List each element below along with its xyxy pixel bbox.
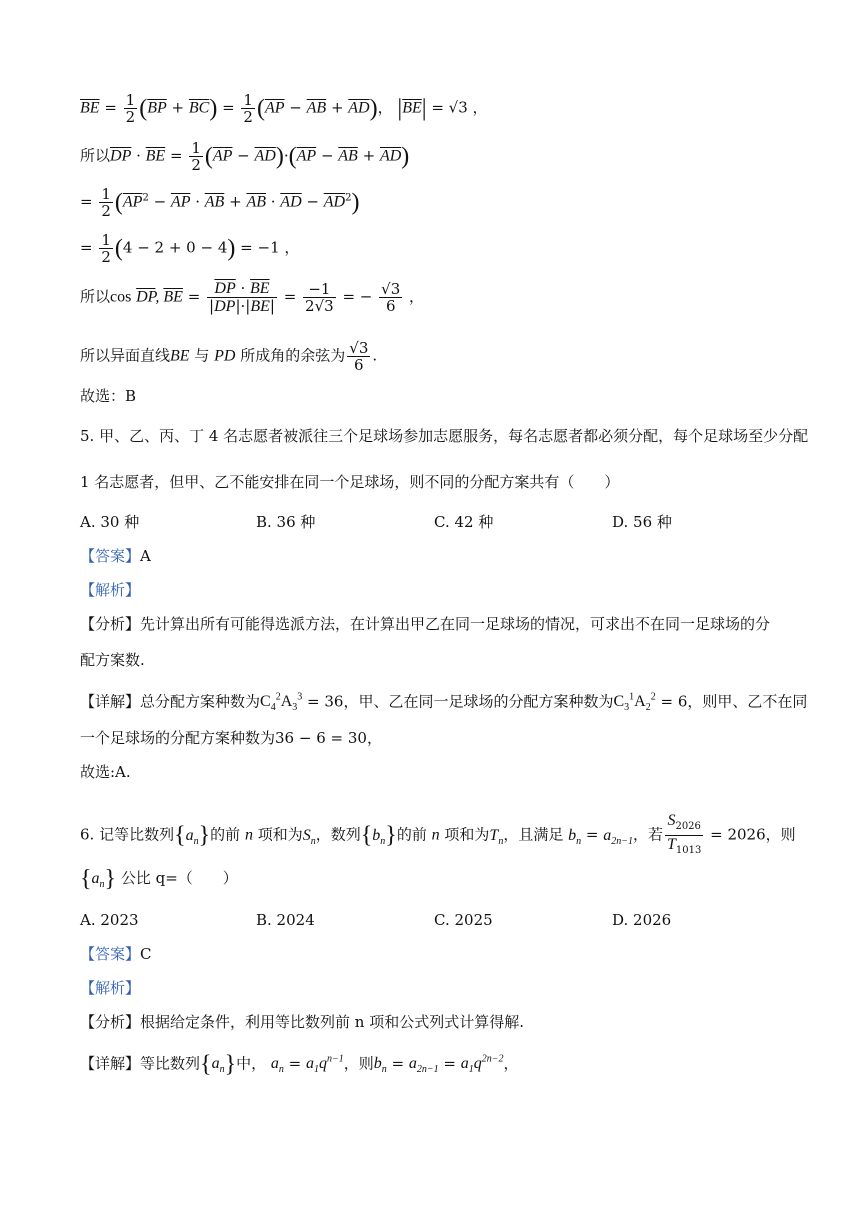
q6-answer: 【答案】C: [80, 945, 152, 963]
q5-fenxi-line1: 【分析】先计算出所有可能得选派方法，在计算出甲乙在同一足球场的情况，可求出不在同一足球场的分: [80, 615, 771, 633]
dot-product-step1: 所以$\overline{DP} \cdot \overline{BE}$ = $\frac{1}{2}$ $(\overline{AP} - \overline{AD})\cdot(\overline{AP} - \overline{AB} + \overline{AD})$: [80, 139, 410, 174]
q6-detail: 【详解】等比数列$\{a_n\}$中， $a_n = a_1q^{n-1}$，则$b_n = a_{2n-1} = a_1q^{2n-2}$，: [80, 1051, 519, 1078]
q6-analysis-tag: 【解析】: [80, 979, 141, 997]
q6-option-b: B. 2024: [256, 911, 315, 929]
q6-fenxi: 【分析】根据给定条件，利用等比数列前 n 项和公式列式计算得解.: [80, 1013, 524, 1031]
q5-option-b: B. 36 种: [256, 513, 316, 531]
q5-option-a: A. 30 种: [80, 513, 140, 531]
q5-final: 故选:A.: [80, 763, 131, 781]
answer-line-q4: 故选：B: [80, 387, 137, 405]
dot-product-step2: = $\frac{1}{2}$ $(\overline{AP}^2 - \overline{AP} \cdot \overline{AB} + \overline{AB} \cdot \overline{AD} - \overline{AD}^2)$: [80, 185, 360, 220]
q5-option-c: C. 42 种: [434, 513, 494, 531]
q5-fenxi-line2: 配方案数.: [80, 651, 145, 669]
be-expression: $\overline{BE}$ = $\frac{1}{2}$ $(\overline{BP} + \overline{BC})$ = $\frac{1}{2}$ $(\overline{AP} - \overline{AB} + \overline{AD})$， $|\overline{BE}| = √3$ ，: [80, 91, 488, 126]
q6-stem-line1: 6. 记等比数列$\{a_n\}$的前 n 项和为$S_n$，数列$\{b_n\}$的前 n 项和为$T_n$，且满足 $b_n = a_{2n-1}$，若 $\frac{S_{2026}}{T_{1013}}$ = 2026，则: [80, 812, 796, 856]
q5-answer: 【答案】A: [80, 547, 151, 565]
q5-stem-line1: 5. 甲、乙、丙、丁 4 名志愿者被派往三个足球场参加志愿服务，每名志愿者都必须分配，每个足球场至少分配: [80, 427, 809, 445]
cosine-step: 所以$\cos \overline{DP}$, $\overline{BE}$ = $\frac{\overline{DP} \cdot \overline{BE}}{|\overline{DP}|\cdot|\overline{BE}|}$ = $\frac{-1}{2√3}$ = − $\frac{√3}{6}$ ，: [80, 279, 425, 315]
q5-detail-line1: 【详解】总分配方案种数为$C_4^2A_3^3 = 36$，甲、乙在同一足球场的分配方案种数为$C_3^1A_2^2 = 6$，则甲、乙不在同: [80, 692, 808, 714]
q6-option-d: D. 2026: [612, 911, 672, 929]
q5-option-d: D. 56 种: [612, 513, 672, 531]
conclusion-line: 所以异面直线BE 与 PD 所成角的余弦为 $\frac{√3}{6}$ .: [80, 339, 378, 374]
dot-product-step3: = $\frac{1}{2}$ (4 − 2 + 0 − 4) = −1 ，: [80, 231, 300, 266]
q6-option-c: C. 2025: [434, 911, 493, 929]
q6-option-a: A. 2023: [80, 911, 139, 929]
q5-detail-line2: 一个足球场的分配方案种数为36 − 6 = 30，: [80, 729, 382, 747]
q5-analysis-tag: 【解析】: [80, 581, 141, 599]
q5-stem-line2: 1 名志愿者，但甲、乙不能安排在同一个足球场，则不同的分配方案共有（ ）: [80, 473, 620, 491]
q6-stem-line2: $\{a_n\}$ 公比 q=（ ）: [80, 866, 238, 892]
